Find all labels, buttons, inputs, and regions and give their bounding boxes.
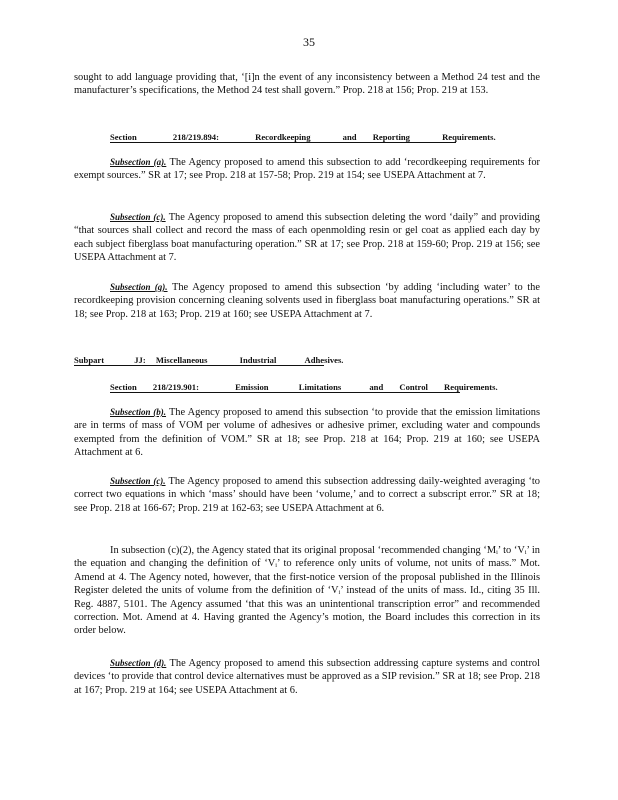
subsection-label: Subsection (g). [110, 282, 168, 292]
paragraph-text: The Agency proposed to amend this subsection ‘to provide that the emission limitations are in terms of mass of VOM per volume of adhesives or adhesive primer, excluding water and compounds exempted from the definition of VOM.” SR at 18; see Prop. 218 at 164; Prop. 219 at 160; see USEPA Attachment at 6. [74, 407, 540, 459]
heading-title-word: and [342, 132, 357, 142]
heading-underline [74, 365, 324, 366]
page-number: 35 [303, 35, 315, 49]
paragraph-subsection-b [74, 406, 540, 460]
paragraph-text: The Agency proposed to amend this subsection addressing daily-weighted averaging ‘to correct two equations in which ‘mass’ should have been ‘volume,’ and to correct a subscript error.” SR at 18; see Prop. 218 at 166-67; Prop. 219 at 162-63; see USEPA Attachment at 6. [74, 476, 540, 514]
heading-title-word: Miscellaneous [155, 355, 208, 365]
paragraph-subsection-c-901 [74, 475, 540, 515]
paragraph-subsection-d [74, 657, 540, 697]
heading-subpart-code: JJ: [134, 355, 146, 365]
subsection-label: Subsection (c). [110, 476, 166, 486]
heading-title-word: Control [399, 382, 428, 392]
paragraph-subsection-g [74, 281, 540, 321]
paragraph-subsection-c2: In subsection (c)(2), the Agency stated that its original proposal ‘recommended changing ‘Mᵢ’ to ‘Vᵢ’ in the equation and changing the definition of ‘Vᵢ’ to reference only units of volume, not units of mass.” Mot. Amend at 4. The Agency noted, however, that the first-notice version of the proposal published in the Illinois Register deleted the units of volume from the definition of ‘Vᵢ’ instead of the units of mass. Id., citing 35 Ill. Reg. 4887, 5101. The Agency assumed ‘that this was an unintentional transcription error” and recommended correction. Mot. Amend at 4. Having granted the Agency’s motion, the Board includes this correction in its order below. [74, 545, 540, 637]
paragraph-text: The Agency proposed to amend this subsection ‘by adding ‘including water’ to the recordkeeping provision concerning cleaning solvents used in fiberglass boat manufacturing operations.” SR at 18; see Prop. 218 at 163; Prop. 219 at 160; see USEPA Attachment at 7. [74, 282, 540, 320]
heading-title-word: Limitations [298, 382, 342, 392]
heading-subpart-word: Subpart [74, 355, 105, 365]
heading-underline [110, 392, 460, 393]
subsection-label: Subsection (b). [110, 407, 167, 417]
heading-section-number: 218/219.894: [172, 132, 219, 142]
paragraph-text: The Agency proposed to amend this subsection deleting the word ‘daily” and providing “that sources shall collect and record the mass of each openmolding resin or gel coat as applied each day by each subject fiberglass boat manufacturing operation.” SR at 17; see Prop. 218 at 159-60; Prop. 219 at 156; see USEPA Attachment at 7. [74, 212, 540, 264]
paragraph-subsection-c [74, 211, 540, 265]
heading-title-word: Emission [235, 382, 269, 392]
subsection-label: Subsection (c). [110, 212, 166, 222]
paragraph-continued: sought to add language providing that, ‘[i]n the event of any inconsistency between a Method 24 test and the manufacturer’s specifications, the Method 24 test shall govern.” Prop. 218 at 156; Prop. 219 at 153. [74, 72, 540, 97]
heading-title-word: Requirements. [442, 132, 496, 142]
heading-underline [110, 142, 456, 143]
heading-title-word: Recordkeeping [255, 132, 311, 142]
heading-title-word: Industrial [239, 355, 277, 365]
paragraph-subsection-a [74, 156, 540, 183]
subsection-label: Subsection (a). [110, 157, 167, 167]
heading-section-word: Section [110, 382, 137, 392]
heading-title-word: and [369, 382, 384, 392]
heading-title-word: Requirements. [444, 382, 498, 392]
paragraph-text: The Agency proposed to amend this subsection addressing capture systems and control devices ‘to provide that control device alternatives must be approved as a SIP revision.” SR at 18; see Prop. 218 at 167; Prop. 219 at 164; see USEPA Attachment at 6. [74, 658, 540, 696]
subsection-label: Subsection (d). [110, 658, 167, 668]
paragraph-text: The Agency proposed to amend this subsection to add ‘recordkeeping requirements for exempt sources.” SR at 17; see Prop. 218 at 157-58; Prop. 219 at 154; see USEPA Attachment at 7. [74, 157, 540, 182]
heading-title-word: Adhesives. [304, 355, 344, 365]
heading-section-number: 218/219.901: [152, 382, 199, 392]
heading-section-word: Section [110, 132, 137, 142]
heading-title-word: Reporting [372, 132, 410, 142]
